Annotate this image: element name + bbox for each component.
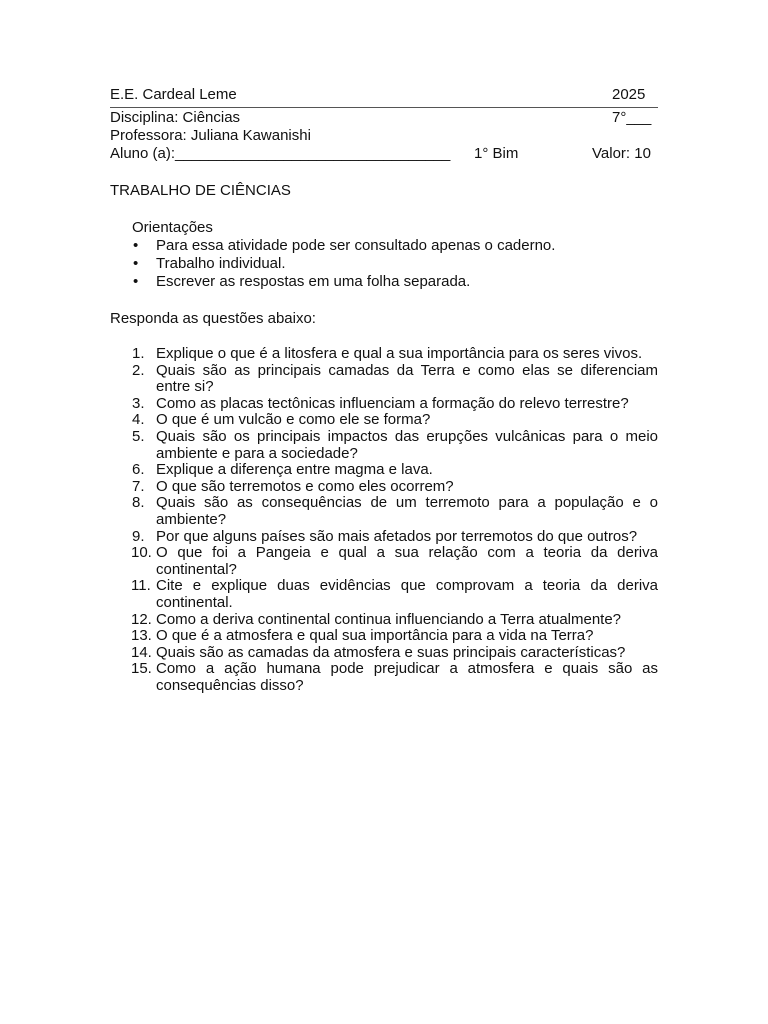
list-item: [110, 255, 658, 273]
guideline-text: Escrever as respostas em uma folha separada.: [156, 273, 471, 290]
guideline-text: Para essa atividade pode ser consultado apenas o caderno.: [156, 237, 556, 254]
question-number: 9.: [132, 527, 145, 545]
question-item: [110, 479, 658, 496]
term: 1° Bim: [474, 145, 519, 162]
question-number: 8.: [132, 494, 145, 512]
discipline-row: [110, 109, 658, 127]
worksheet-page: [110, 84, 658, 694]
student-field: Aluno (a):_________________________________: [110, 145, 451, 162]
question-text: Explique a diferença entre magma e lava.: [156, 461, 433, 479]
question-number: 1.: [132, 345, 145, 362]
guideline-text: Trabalho individual.: [156, 255, 286, 272]
list-item: [110, 237, 658, 255]
question-text: Como a deriva continental continua influenciando a Terra atualmente?: [156, 610, 622, 628]
discipline: Disciplina: Ciências: [110, 109, 241, 126]
question-text: Quais são as consequências de um terremoto para a população e o ambiente?: [156, 494, 658, 528]
question-text: O que é um vulcão e como ele se forma?: [156, 411, 431, 429]
question-text: Quais são os principais impactos das erupções vulcânicas para o meio ambiente e para a sociedade?: [156, 427, 658, 462]
question-item: [110, 578, 658, 611]
question-text: Como as placas tectônicas influenciam a formação do relevo terrestre?: [156, 394, 629, 412]
value: Valor: 10: [592, 145, 651, 162]
question-number: 10.: [131, 544, 152, 562]
question-text: Cite e explique duas evidências que comprovam a teoria da deriva continental.: [156, 577, 658, 611]
bullet-icon: •: [133, 237, 139, 254]
question-number: 11.: [131, 577, 151, 595]
question-number: 12.: [131, 610, 152, 628]
bullet-icon: •: [133, 273, 139, 290]
question-number: 7.: [132, 477, 145, 495]
question-item: [110, 545, 658, 578]
question-number: 6.: [132, 461, 145, 479]
school-name: E.E. Cardeal Leme: [110, 86, 237, 103]
question-number: 3.: [132, 394, 145, 412]
question-text: Por que alguns países são mais afetados por terremotos do que outros?: [156, 527, 638, 545]
questions-list: [110, 346, 658, 694]
question-item: [110, 612, 658, 629]
question-item: [110, 661, 658, 694]
question-item: [110, 363, 658, 396]
question-number: 15.: [131, 660, 152, 678]
header-top-row: [110, 84, 658, 106]
list-item: [110, 273, 658, 291]
student-row: [110, 145, 658, 163]
teacher: Professora: Juliana Kawanishi: [110, 127, 311, 144]
header-divider: [110, 107, 658, 108]
teacher-row: [110, 127, 658, 145]
questions-intro: Responda as questões abaixo:: [110, 310, 316, 327]
question-text: Explique o que é a litosfera e qual a sua importância para os seres vivos.: [156, 345, 643, 362]
question-item: [110, 529, 658, 546]
question-text: O que são terremotos e como eles ocorrem?: [156, 477, 454, 495]
question-item: [110, 462, 658, 479]
question-item: [110, 429, 658, 462]
question-text: Quais são as camadas da atmosfera e suas principais características?: [156, 643, 626, 661]
guidelines-heading: Orientações: [132, 219, 213, 236]
year: 2025: [612, 86, 646, 103]
question-item: [110, 645, 658, 662]
question-item: [110, 495, 658, 528]
question-number: 14.: [131, 643, 152, 661]
question-number: 2.: [132, 361, 145, 379]
question-text: O que foi a Pangeia e qual a sua relação com a teoria da deriva continental?: [156, 544, 658, 578]
question-item: [110, 396, 658, 413]
question-item: [110, 346, 658, 363]
page-title: TRABALHO DE CIÊNCIAS: [110, 182, 291, 199]
question-number: 4.: [132, 411, 145, 429]
question-number: 13.: [131, 627, 152, 645]
bullet-icon: •: [133, 255, 139, 272]
grade: 7°___: [612, 109, 652, 126]
question-text: Como a ação humana pode prejudicar a atmosfera e quais são as consequências disso?: [156, 660, 658, 694]
question-item: [110, 412, 658, 429]
question-text: O que é a atmosfera e qual sua importância para a vida na Terra?: [156, 627, 594, 645]
question-number: 5.: [132, 427, 145, 445]
question-text: Quais são as principais camadas da Terra e como elas se diferenciam entre si?: [156, 361, 658, 396]
guidelines-list: [110, 237, 658, 291]
question-item: [110, 628, 658, 645]
